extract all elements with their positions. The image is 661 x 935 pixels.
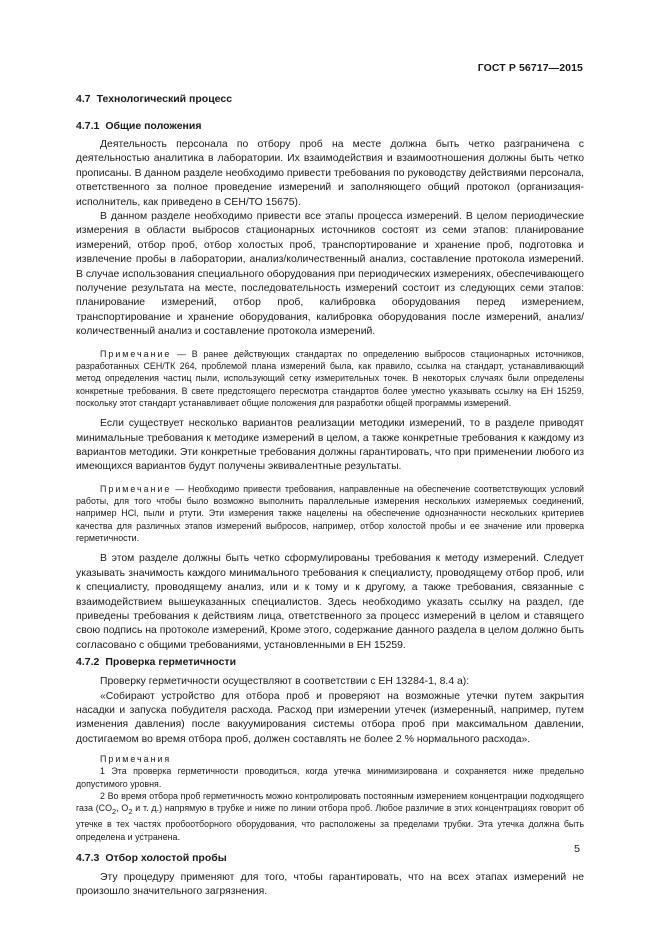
section-number: 4.7 <box>76 93 91 105</box>
section-title: Технологический процесс <box>96 93 233 105</box>
section-heading-4-7-1 <box>76 119 584 133</box>
notes-label: Примечания <box>100 754 172 765</box>
section-number: 4.7.2 <box>76 656 100 669</box>
document-body <box>76 92 584 900</box>
section-title: Общие положения <box>105 120 202 132</box>
section-heading-4-7 <box>76 92 584 106</box>
paragraph: В этом разделе должны быть четко сформулированы требования к методу измерений. Следует указывать значимость каждого минимального требования к специалисту, проводящему отбор проб, или к специалисту, проводящему анализ, или и к тому и к другому, а также требования, связанные с взаимодействием вышеуказанных специалистов. Здесь необходимо указать ссылку на раздел, где приведены требования к действиям лица, ответственного за процесс измерений в целом и ставящего свою подпись на протоколе измерений, Кроме этого, содержание данного раздела в целом должно быть согласовано с общими требованиями, установленными в ЕН 15259. <box>76 553 584 651</box>
paragraph: Проверку герметичности осуществляют в соответствии с ЕН 13284-1, 8.4 а): <box>100 676 470 688</box>
note-text: — В ранее действующих стандартах по определению выбросов стационарных источников, разработанных СЕН/ТК 264, проблемой плана измерений была, как правило, ссылка на стандарт, устанавливающий метод определения частиц пыли, использующий сетку измерительных точек. В некоторых случаях были определены конкретные требования. В свете предстоящего пересмотра стандартов более уместно указывать ссылку на ЕН 15259, поскольку этот стандарт устанавливает общие положения для разработки общей программы измерений. <box>76 348 584 408</box>
note-label: Примечание <box>100 348 172 359</box>
paragraph: «Собирают устройство для отбора проб и проверяют на возможные утечки путем закрытия насадки и запуска побудителя расхода. Расход при измерении утечек (измеренный, например, путем изменения давления) после вакуумирования системы отбора проб при максимальном давлении, достигаемом во время отбора проб, должен составлять не более 2 % нормального расхода». <box>76 690 584 745</box>
page-number: 5 <box>574 843 580 855</box>
section-heading-4-7-2 <box>76 655 584 669</box>
section-number: 4.7.1 <box>76 120 100 132</box>
note <box>76 348 584 409</box>
document-code: ГОСТ Р 56717—2015 <box>477 62 583 74</box>
section-number: 4.7.3 <box>76 852 100 865</box>
section-title: Проверка герметичности <box>105 656 237 669</box>
paragraph: В данном разделе необходимо привести все этапы процесса измерений. В целом периодические измерения в области выбросов стационарных источников состоят из семи этапов: планирование измерений, отбор проб, отбор холостых проб, транспортирование и хранение проб, подготовка и извлечение пробы в лаборатории, анализ/количественный анализ, составление протокола измерений. В случае использования специального оборудования при периодических измерениях, обеспечивающего получение результата на месте, последовательность измерений состоит из следующих семи этапов: планирование измерений, отбор проб, калибровка оборудования перед измерением, транспортирование и хранение оборудования, калибровка оборудования после измерений, анализ/количественный анализ и составление протокола измерений. <box>76 211 584 338</box>
note <box>76 483 584 544</box>
note-item: 2 Во время отбора проб герметичность можно контролировать постоянным измерением концентрации подходящего газа ($CO_2$, $O_2$ и т. д.) напрямую в трубке и ниже по линии отбора проб. Любое различие в этих концентрациях говорит об утечке в тех частях пробоотборного оборудования, что расположены за пределами трубки. Эта утечка должна быть определена и устранена. <box>76 791 584 842</box>
paragraph: Деятельность персонала по отбору проб на месте должна быть четко разграничена с деятельностью аналитика в лаборатории. Их взаимодействия и взаимоотношения должны быть четко прописаны. В данном разделе необходимо привести требования по руководству действиями персонала, ответственного за полное проведение измерений и заполняющего общий протокол (организация-исполнитель, как приведено в СЕН/ТО 15675). <box>76 139 584 208</box>
note-item: 1 Эта проверка герметичности проводиться, когда утечка минимизирована и сохраняется ниже предельно допустимого уровня. <box>76 766 584 789</box>
paragraph: Эту процедуру применяют для того, чтобы гарантировать, что на всех этапах измерений не произошло значительного загрязнения. <box>76 872 584 898</box>
section-heading-4-7-3 <box>76 851 584 865</box>
section-title: Отбор холостой пробы <box>105 852 227 865</box>
note-label: Примечание <box>100 483 172 494</box>
paragraph: Если существует несколько вариантов реализации методики измерений, то в разделе приводят минимальные требования к методике измерений в целом, а также конкретные требования к каждому из вариантов методики. Эти конкретные требования должны гарантировать, что при применении любого из имеющихся вариантов будут получены эквивалентные результаты. <box>76 418 584 473</box>
note-text: — Необходимо привести требования, направленные на обеспечение соответствующих условий работы, для того чтобы было возможно выполнить параллельные измерения нескольких измеряемых соединений, например HCl, пыли и ртути. Эти измерения также нацелены на обеспечение однозначности нескольких критериев качества для различных этапов измерений выбросов, например, отбор холостой пробы и ее значение или проверка герметичности. <box>76 483 584 543</box>
